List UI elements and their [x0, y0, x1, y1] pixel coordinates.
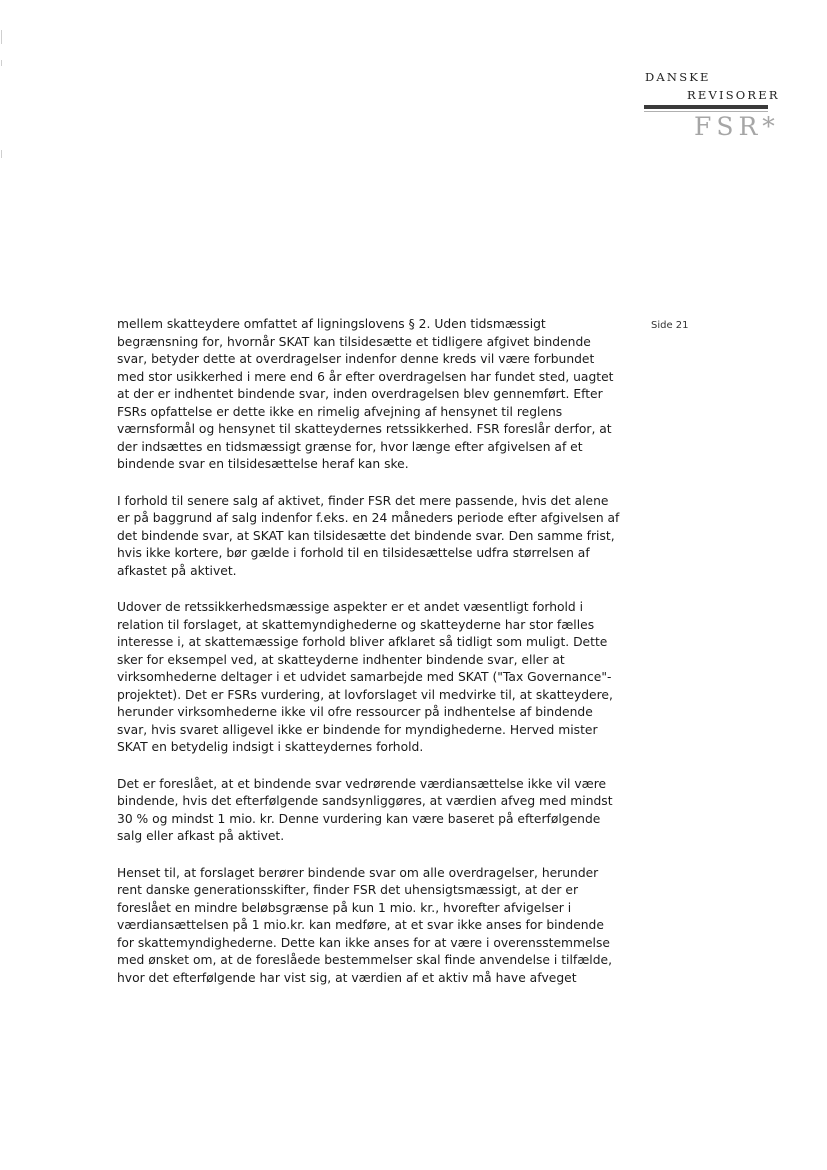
text-line: SKAT en betydelig indsigt i skatteydernes forhold.	[117, 740, 424, 754]
text-line: svar, hvis svaret alligevel ikke er bindende for myndighederne. Herved mister	[117, 722, 598, 737]
fsr-logo-mark: FSR*	[694, 112, 780, 141]
paragraph	[117, 776, 613, 846]
text-line: rent danske generationsskifter, finder FSR det uhensigtsmæssigt, at der er	[117, 883, 579, 897]
text-line: sker for eksempel ved, at skatteyderne indhenter bindende svar, eller at	[117, 652, 565, 667]
paragraph	[117, 493, 620, 581]
text-line: mellem skatteydere omfattet af ligningslovens § 2. Uden tidsmæssigt	[117, 317, 546, 331]
scan-edge-marks	[0, 0, 3, 180]
paragraph	[117, 865, 612, 988]
text-line: herunder virksomhederne ikke vil ofre ressourcer på indhentelse af bindende	[117, 705, 593, 719]
page-number: Side 21	[651, 320, 689, 331]
text-line: hvis ikke kortere, bør gælde i forhold til en tilsidesættelse udfra størrelsen af	[117, 546, 590, 560]
danske-revisorer-logo	[640, 70, 780, 145]
logo-rule	[644, 105, 768, 109]
text-line: interesse i, at skattemæssige forhold bliver afklaret så tidligt som muligt. Dette	[117, 635, 608, 649]
text-line: 30 % og mindst 1 mio. kr. Denne vurdering kan være baseret på efterfølgende	[117, 811, 601, 826]
paragraph	[117, 316, 614, 474]
text-line: relation til forslaget, at skattemyndighederne og skatteyderne har stor fælles	[117, 617, 595, 632]
logo-text-revisorer: REVISORER	[687, 88, 780, 102]
text-line: hvor det efterfølgende har vist sig, at værdien af et aktiv må have afveget	[117, 970, 577, 985]
text-line: bindende, hvis det efterfølgende sandsynliggøres, at værdien afveg med mindst	[117, 794, 613, 808]
text-line: værnsformål og hensynet til skatteydernes retssikkerhed. FSR foreslår derfor, at	[117, 422, 612, 436]
text-line: med stor usikkerhed i mere end 6 år efter overdragelsen har fundet sted, uagtet	[117, 369, 614, 384]
text-line: Det er foreslået, at et bindende svar vedrørende værdiansættelse ikke vil være	[117, 776, 607, 791]
text-line: begrænsning for, hvornår SKAT kan tilsidesætte et tidligere afgivet bindende	[117, 334, 591, 349]
text-line: værdiansættelsen på 1 mio.kr. kan medføre, at et svar ikke anses for bindende	[117, 918, 604, 932]
text-line: projektet). Det er FSRs vurdering, at lovforslaget vil medvirke til, at skatteydere,	[117, 687, 613, 702]
text-line: er på baggrund af salg indenfor f.eks. en 24 måneders periode efter afgivelsen af	[117, 511, 620, 525]
body-text	[117, 316, 620, 1006]
logo-text-danske: DANSKE	[645, 70, 711, 84]
text-line: salg eller afkast på aktivet.	[117, 829, 285, 843]
text-line: afkastet på aktivet.	[117, 563, 237, 578]
text-line: at der er indhentet bindende svar, inden overdragelsen blev gennemført. Efter	[117, 387, 603, 401]
text-line: der indsættes en tidsmæssigt grænse for, hvor længe efter afgivelsen af et	[117, 439, 583, 454]
text-line: I forhold til senere salg af aktivet, finder FSR det mere passende, hvis det alene	[117, 493, 609, 508]
text-line: foreslået en mindre beløbsgrænse på kun 1 mio. kr., hvorefter afvigelser i	[117, 900, 572, 915]
text-line: med ønsket om, at de foreslåede bestemmelser skal finde anvendelse i tilfælde,	[117, 953, 612, 967]
text-line: svar, betyder dette at overdragelser indenfor denne kreds vil være forbundet	[117, 352, 595, 366]
text-line: det bindende svar, at SKAT kan tilsidesætte det bindende svar. Den samme frist,	[117, 528, 615, 543]
text-line: FSRs opfattelse er dette ikke en rimelig afvejning af hensynet til reglens	[117, 404, 563, 419]
paragraph	[117, 599, 613, 757]
text-line: Udover de retssikkerhedsmæssige aspekter er et andet væsentligt forhold i	[117, 600, 584, 614]
text-line: bindende svar en tilsidesættelse heraf kan ske.	[117, 457, 409, 471]
text-line: for skattemyndighederne. Dette kan ikke anses for at være i overensstemmelse	[117, 935, 610, 950]
text-line: virksomhederne deltager i et udvidet samarbejde med SKAT ("Tax Governance"-	[117, 670, 612, 684]
text-line: Henset til, at forslaget berører bindende svar om alle overdragelser, herunder	[117, 865, 599, 880]
